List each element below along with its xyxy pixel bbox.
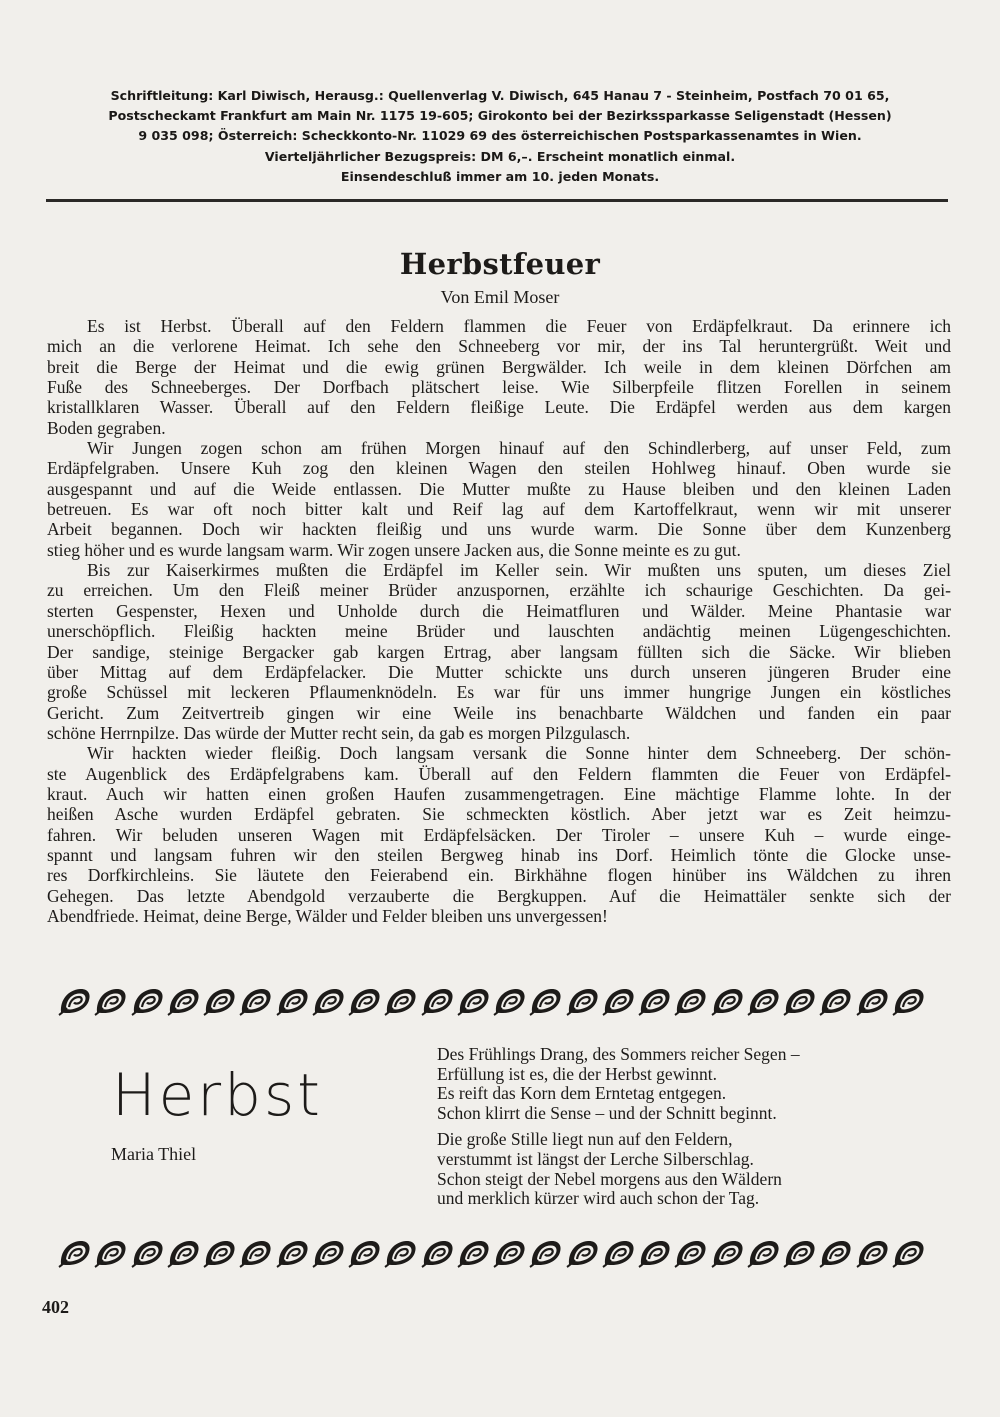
leaf-scroll-icon: [457, 986, 491, 1016]
story-line: zu erreichen. Um den Fleiß meiner Brüder anzuspornen, erzählte ich schaurige Geschichten. Da gei-: [47, 580, 951, 601]
masthead: [40, 86, 960, 187]
leaf-scroll-icon: [421, 986, 455, 1016]
masthead-line: Postscheckamt Frankfurt am Main Nr. 1175 19-605; Girokonto bei der Bezirkssparkasse Seligenstadt (Hessen): [108, 108, 892, 124]
story-line: mich an die verlorene Heimat. Ich sehe den Schneeberg vor mir, der ins Tal heruntergrüßt. Weit und: [47, 336, 951, 357]
poem-stanza: [437, 1130, 957, 1208]
leaf-scroll-icon: [892, 986, 926, 1016]
leaf-scroll-icon: [566, 1238, 600, 1268]
leaf-scroll-icon: [747, 1238, 781, 1268]
leaf-scroll-icon: [674, 1238, 708, 1268]
poem-author: Maria Thiel: [111, 1144, 197, 1164]
leaf-scroll-icon: [167, 986, 201, 1016]
leaf-scroll-icon: [421, 1238, 455, 1268]
story-line: Es ist Herbst. Überall auf den Feldern flammen die Feuer von Erdäpfelkraut. Da erinnere ich: [87, 316, 951, 336]
poem-line: Schon klirrt die Sense – und der Schnitt beginnt.: [437, 1102, 777, 1123]
story-line: stieg höher und es wurde langsam warm. Wir zogen unsere Jacken aus, die Sonne meinte es zu gut.: [47, 539, 741, 560]
story-line: Fuße des Schneeberges. Der Dorfbach plätschert leise. Wie Silberpfeile flitzen Forellen in seinem: [47, 377, 951, 398]
leaf-scroll-icon: [457, 1238, 491, 1268]
leaf-scroll-icon: [203, 986, 237, 1016]
story-line: heißen Asche wurden Erdäpfel gebraten. Sie schmeckten köstlich. Aber jetzt war es Zeit heimzu-: [47, 804, 951, 825]
story-line: ste Augenblick des Erdäpfelgrabens kam. Überall auf den Feldern flammten die Feuer von Erdäpfel-: [47, 763, 951, 784]
leaf-scroll-icon: [94, 986, 128, 1016]
story-line: Erdäpfelgraben. Unsere Kuh zog den kleinen Wagen den steilen Hohlweg hinauf. Oben wurde sie: [47, 458, 951, 479]
poem-line: verstummt ist längst der Lerche Silberschlag.: [437, 1148, 754, 1169]
story-body: [47, 316, 951, 926]
ornamental-border-bottom: [58, 1237, 926, 1269]
poem-body: [437, 1045, 957, 1216]
masthead-line: 9 035 098; Österreich: Scheckkonto-Nr. 11029 69 des österreichischen Postsparkassenamtes in Wien.: [138, 128, 862, 144]
leaf-scroll-icon: [493, 1238, 527, 1268]
story-line: Gericht. Zum Zeitvertreib gingen wir eine Weile ins benachbarte Wäldchen und fanden ein paar: [47, 702, 951, 723]
poem-line: Die große Stille liegt nun auf den Feldern,: [437, 1129, 733, 1150]
ornamental-border-top: [58, 985, 926, 1017]
story-title: Herbstfeuer: [399, 247, 601, 281]
leaf-scroll-icon: [276, 986, 310, 1016]
leaf-scroll-icon: [602, 986, 636, 1016]
story-line: ausgespannt und auf die Weide entlassen. Die Mutter mußte zu Hause bleiben und den kleinen Laden: [47, 478, 951, 499]
leaf-scroll-icon: [239, 1238, 273, 1268]
story-line: Bis zur Kaiserkirmes mußten die Erdäpfel im Keller sein. Wir mußten uns sputen, um dieses Ziel: [87, 560, 951, 581]
leaf-scroll-icon: [58, 986, 92, 1016]
poem-line: Es reift das Korn dem Erntetag entgegen.: [437, 1083, 727, 1104]
story-line: Wir hackten wieder fleißig. Doch langsam versank die Sonne hinter dem Schneeberg. Der schön-: [87, 743, 951, 764]
story-line: spannt und langsam fuhren wir den steilen Bergweg hinab ins Dorf. Heimlich tönte die Glocke unse-: [47, 844, 951, 865]
story-line: schöne Herrnpilze. Das würde der Mutter recht sein, da gab es morgen Pilzgulasch.: [47, 722, 631, 743]
leaf-scroll-icon: [529, 1238, 563, 1268]
leaf-scroll-icon: [239, 986, 273, 1016]
story-line: Abendfriede. Heimat, deine Berge, Wälder und Felder bleiben uns unvergessen!: [47, 905, 608, 926]
leaf-scroll-icon: [131, 986, 165, 1016]
story-line: betreuen. Es war oft noch bitter kalt und Reif lag auf dem Kartoffelkraut, wenn wir mit unserer: [47, 499, 951, 520]
leaf-scroll-icon: [711, 986, 745, 1016]
leaf-scroll-icon: [602, 1238, 636, 1268]
header-divider: [46, 199, 948, 202]
leaf-scroll-icon: [711, 1238, 745, 1268]
poem-line: Erfüllung ist es, die der Herbst gewinnt.: [437, 1063, 717, 1084]
leaf-scroll-icon: [856, 1238, 890, 1268]
poem-line: und merklich kürzer wird auch schon der Tag.: [437, 1188, 760, 1209]
page-number: 402: [42, 1297, 69, 1317]
story-line: sterten Gespenster, Hexen und Unholde durch die Heimatfluren und Wälder. Meine Phantasie war: [47, 600, 951, 621]
poem-title: Herbst: [112, 1061, 323, 1129]
masthead-line: Einsendeschluß immer am 10. jeden Monats.: [340, 168, 660, 184]
story-line: Arbeit begannen. Doch wir hackten fleißig und uns wurde warm. Die Sonne über dem Kunzenberg: [47, 519, 951, 540]
leaf-scroll-icon: [819, 1238, 853, 1268]
leaf-scroll-icon: [384, 986, 418, 1016]
story-author: Von Emil Moser: [440, 287, 560, 307]
masthead-line: Vierteljährlicher Bezugspreis: DM 6,–. Erscheint monatlich einmal.: [264, 148, 736, 164]
story-line: fahren. Wir beluden unseren Wagen mit Erdäpfelsäcken. Der Tiroler – unsere Kuh – wurde einge-: [47, 824, 951, 845]
leaf-scroll-icon: [529, 986, 563, 1016]
leaf-scroll-icon: [384, 1238, 418, 1268]
poem-stanza: [437, 1045, 957, 1123]
leaf-scroll-icon: [783, 986, 817, 1016]
leaf-scroll-icon: [819, 986, 853, 1016]
story-line: Wir Jungen zogen schon am frühen Morgen hinauf auf den Schindlerberg, auf unser Feld, zum: [87, 438, 951, 459]
story-line: res Dorfkirchleins. Sie läutete den Feierabend ein. Birkhähne flogen hinüber ins Wäldchen zu ihren: [47, 865, 951, 886]
leaf-scroll-icon: [203, 1238, 237, 1268]
leaf-scroll-icon: [566, 986, 600, 1016]
leaf-scroll-icon: [131, 1238, 165, 1268]
masthead-line: Schriftleitung: Karl Diwisch, Herausg.: Quellenverlag V. Diwisch, 645 Hanau 7 - Steinheim, Postfach 70 01 65,: [110, 88, 890, 103]
leaf-scroll-icon: [493, 986, 527, 1016]
leaf-scroll-icon: [94, 1238, 128, 1268]
story-line: über Mittag auf dem Erdäpfelacker. Die Mutter schickte uns durch unseren jüngeren Bruder eine: [47, 661, 951, 682]
story-line: Boden gegraben.: [47, 417, 166, 438]
leaf-scroll-icon: [312, 986, 346, 1016]
story-line: kraut. Auch wir hatten einen großen Haufen zusammengetragen. Eine mächtige Flamme lohte. In der: [47, 783, 951, 804]
leaf-scroll-icon: [638, 986, 672, 1016]
leaf-scroll-icon: [747, 986, 781, 1016]
leaf-scroll-icon: [674, 986, 708, 1016]
leaf-scroll-icon: [312, 1238, 346, 1268]
leaf-scroll-icon: [348, 1238, 382, 1268]
leaf-scroll-icon: [783, 1238, 817, 1268]
story-line: große Schüssel mit leckeren Pflaumenknödeln. Es war für uns immer hungrige Jungen ein köstliches: [47, 682, 951, 703]
leaf-scroll-icon: [58, 1238, 92, 1268]
story-line: unerschöpflich. Fleißig hackten meine Brüder und lauschten andächtig meinen Lügengeschichten.: [47, 621, 951, 642]
leaf-scroll-icon: [856, 986, 890, 1016]
poem-line: Schon steigt der Nebel morgens aus den Wäldern: [437, 1168, 782, 1189]
poem-line: Des Frühlings Drang, des Sommers reicher Segen –: [437, 1044, 800, 1064]
leaf-scroll-icon: [348, 986, 382, 1016]
story-line: kristallklaren Wasser. Überall auf den Feldern fleißige Leute. Die Erdäpfel werden aus dem kargen: [47, 397, 951, 418]
leaf-scroll-icon: [892, 1238, 926, 1268]
leaf-scroll-icon: [276, 1238, 310, 1268]
story-line: breit die Berge der Heimat und die ewig grünen Bergwälder. Ich weile in dem kleinen Dörfchen am: [47, 356, 951, 377]
leaf-scroll-icon: [638, 1238, 672, 1268]
story-line: Der sandige, steinige Bergacker gab kargen Ertrag, aber langsam füllten sich die Säcke. Wir blieben: [47, 641, 951, 662]
leaf-scroll-icon: [167, 1238, 201, 1268]
story-line: Gehegen. Das letzte Abendgold verzauberte die Bergkuppen. Auf die Heimattäler senkte sich der: [47, 885, 951, 906]
